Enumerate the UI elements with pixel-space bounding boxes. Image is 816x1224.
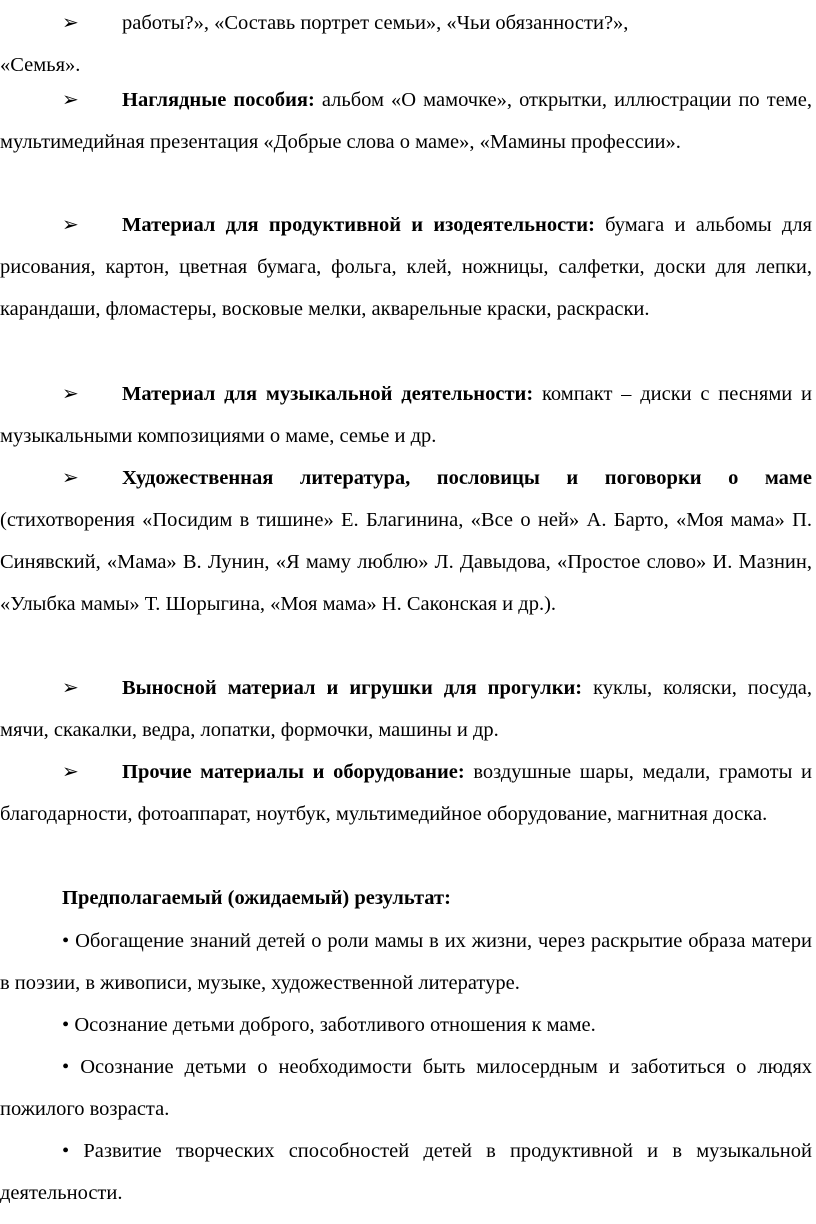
art-materials-paragraph	[0, 204, 812, 330]
result-item	[0, 1004, 812, 1046]
result-item	[0, 920, 812, 1004]
visual-aids-paragraph	[0, 79, 812, 163]
paragraph-text: компакт – диски с песнями и музыкальными композициями о маме, семье и др.	[0, 383, 813, 447]
paragraph-title: Материал для продуктивной и изодеятельности:	[122, 214, 595, 236]
arrow-bullet-icon: ➢	[62, 761, 79, 783]
paragraph-title: Материал для музыкальной деятельности:	[122, 383, 534, 405]
paragraph-title: Выносной материал и игрушки для прогулки:	[122, 677, 583, 699]
arrow-bullet-icon: ➢	[62, 467, 79, 489]
arrow-bullet-icon: ➢	[62, 89, 79, 111]
arrow-bullet-icon: ➢	[62, 677, 79, 699]
bullet-icon: •	[62, 930, 70, 952]
continuation-line-1: работы?», «Составь портрет семьи», «Чьи обязанности?»,	[122, 12, 629, 34]
paragraph-title: Художественная литература, пословицы и поговорки о маме	[122, 467, 812, 489]
result-item-text: Осознание детьми о необходимости быть милосердным и заботиться о людях пожилого возраста.	[0, 1056, 812, 1120]
paragraph-text: воздушные шары, медали, грамоты и благодарности, фотоаппарат, ноутбук, мультимедийное оборудование, магнитная доска.	[0, 761, 812, 825]
result-item-text: Осознание детьми доброго, заботливого отношения к маме.	[74, 1014, 596, 1036]
paragraph-text: куклы, коляски, посуда, мячи, скакалки, ведра, лопатки, формочки, машины и др.	[0, 677, 812, 741]
bullet-icon: •	[62, 1140, 70, 1162]
literature-paragraph	[0, 457, 812, 625]
outdoor-materials-paragraph	[0, 667, 812, 751]
result-heading: Предполагаемый (ожидаемый) результат:	[62, 887, 451, 909]
result-heading-paragraph	[0, 877, 812, 919]
arrow-bullet-icon: ➢	[62, 214, 79, 236]
paragraph-text: бумага и альбомы для рисования, картон, цветная бумага, фольга, клей, ножницы, салфетки, доски для лепки, карандаши, фломастеры, восковые мелки, акварельные краски, раскраски.	[0, 214, 812, 320]
paragraph-title: Наглядные пособия:	[122, 89, 315, 111]
paragraph-text: альбом «О мамочке», открытки, иллюстрации по теме, мультимедийная презентация «Добрые слова о маме», «Мамины профессии».	[0, 89, 812, 153]
result-item	[0, 1046, 812, 1130]
bullet-icon: •	[62, 1056, 70, 1078]
paragraph-title: Прочие материалы и оборудование:	[122, 761, 465, 783]
other-materials-paragraph	[0, 751, 812, 835]
continuation-paragraph	[0, 2, 812, 86]
arrow-bullet-icon: ➢	[62, 383, 79, 405]
arrow-bullet-icon: ➢	[62, 12, 79, 34]
result-item-text: Развитие творческих способностей детей в продуктивной и в музыкальной деятельности.	[0, 1140, 812, 1204]
result-item	[0, 1130, 812, 1214]
paragraph-text: (стихотворения «Посидим в тишине» Е. Благинина, «Все о ней» А. Барто, «Моя мама» П. Синявский, «Мама» В. Лунин, «Я маму люблю» Л. Давыдова, «Простое слово» И. Мазнин, «Улыбка мамы» Т. Шорыгина, «Моя мама» Н. Саконская и др.).	[0, 509, 812, 615]
result-item-text: Обогащение знаний детей о роли мамы в их жизни, через раскрытие образа матери в поэзии, в живописи, музыке, художественной литературе.	[0, 930, 812, 994]
music-materials-paragraph	[0, 373, 812, 457]
bullet-icon: •	[62, 1014, 70, 1036]
continuation-line-2: «Семья».	[0, 54, 81, 76]
